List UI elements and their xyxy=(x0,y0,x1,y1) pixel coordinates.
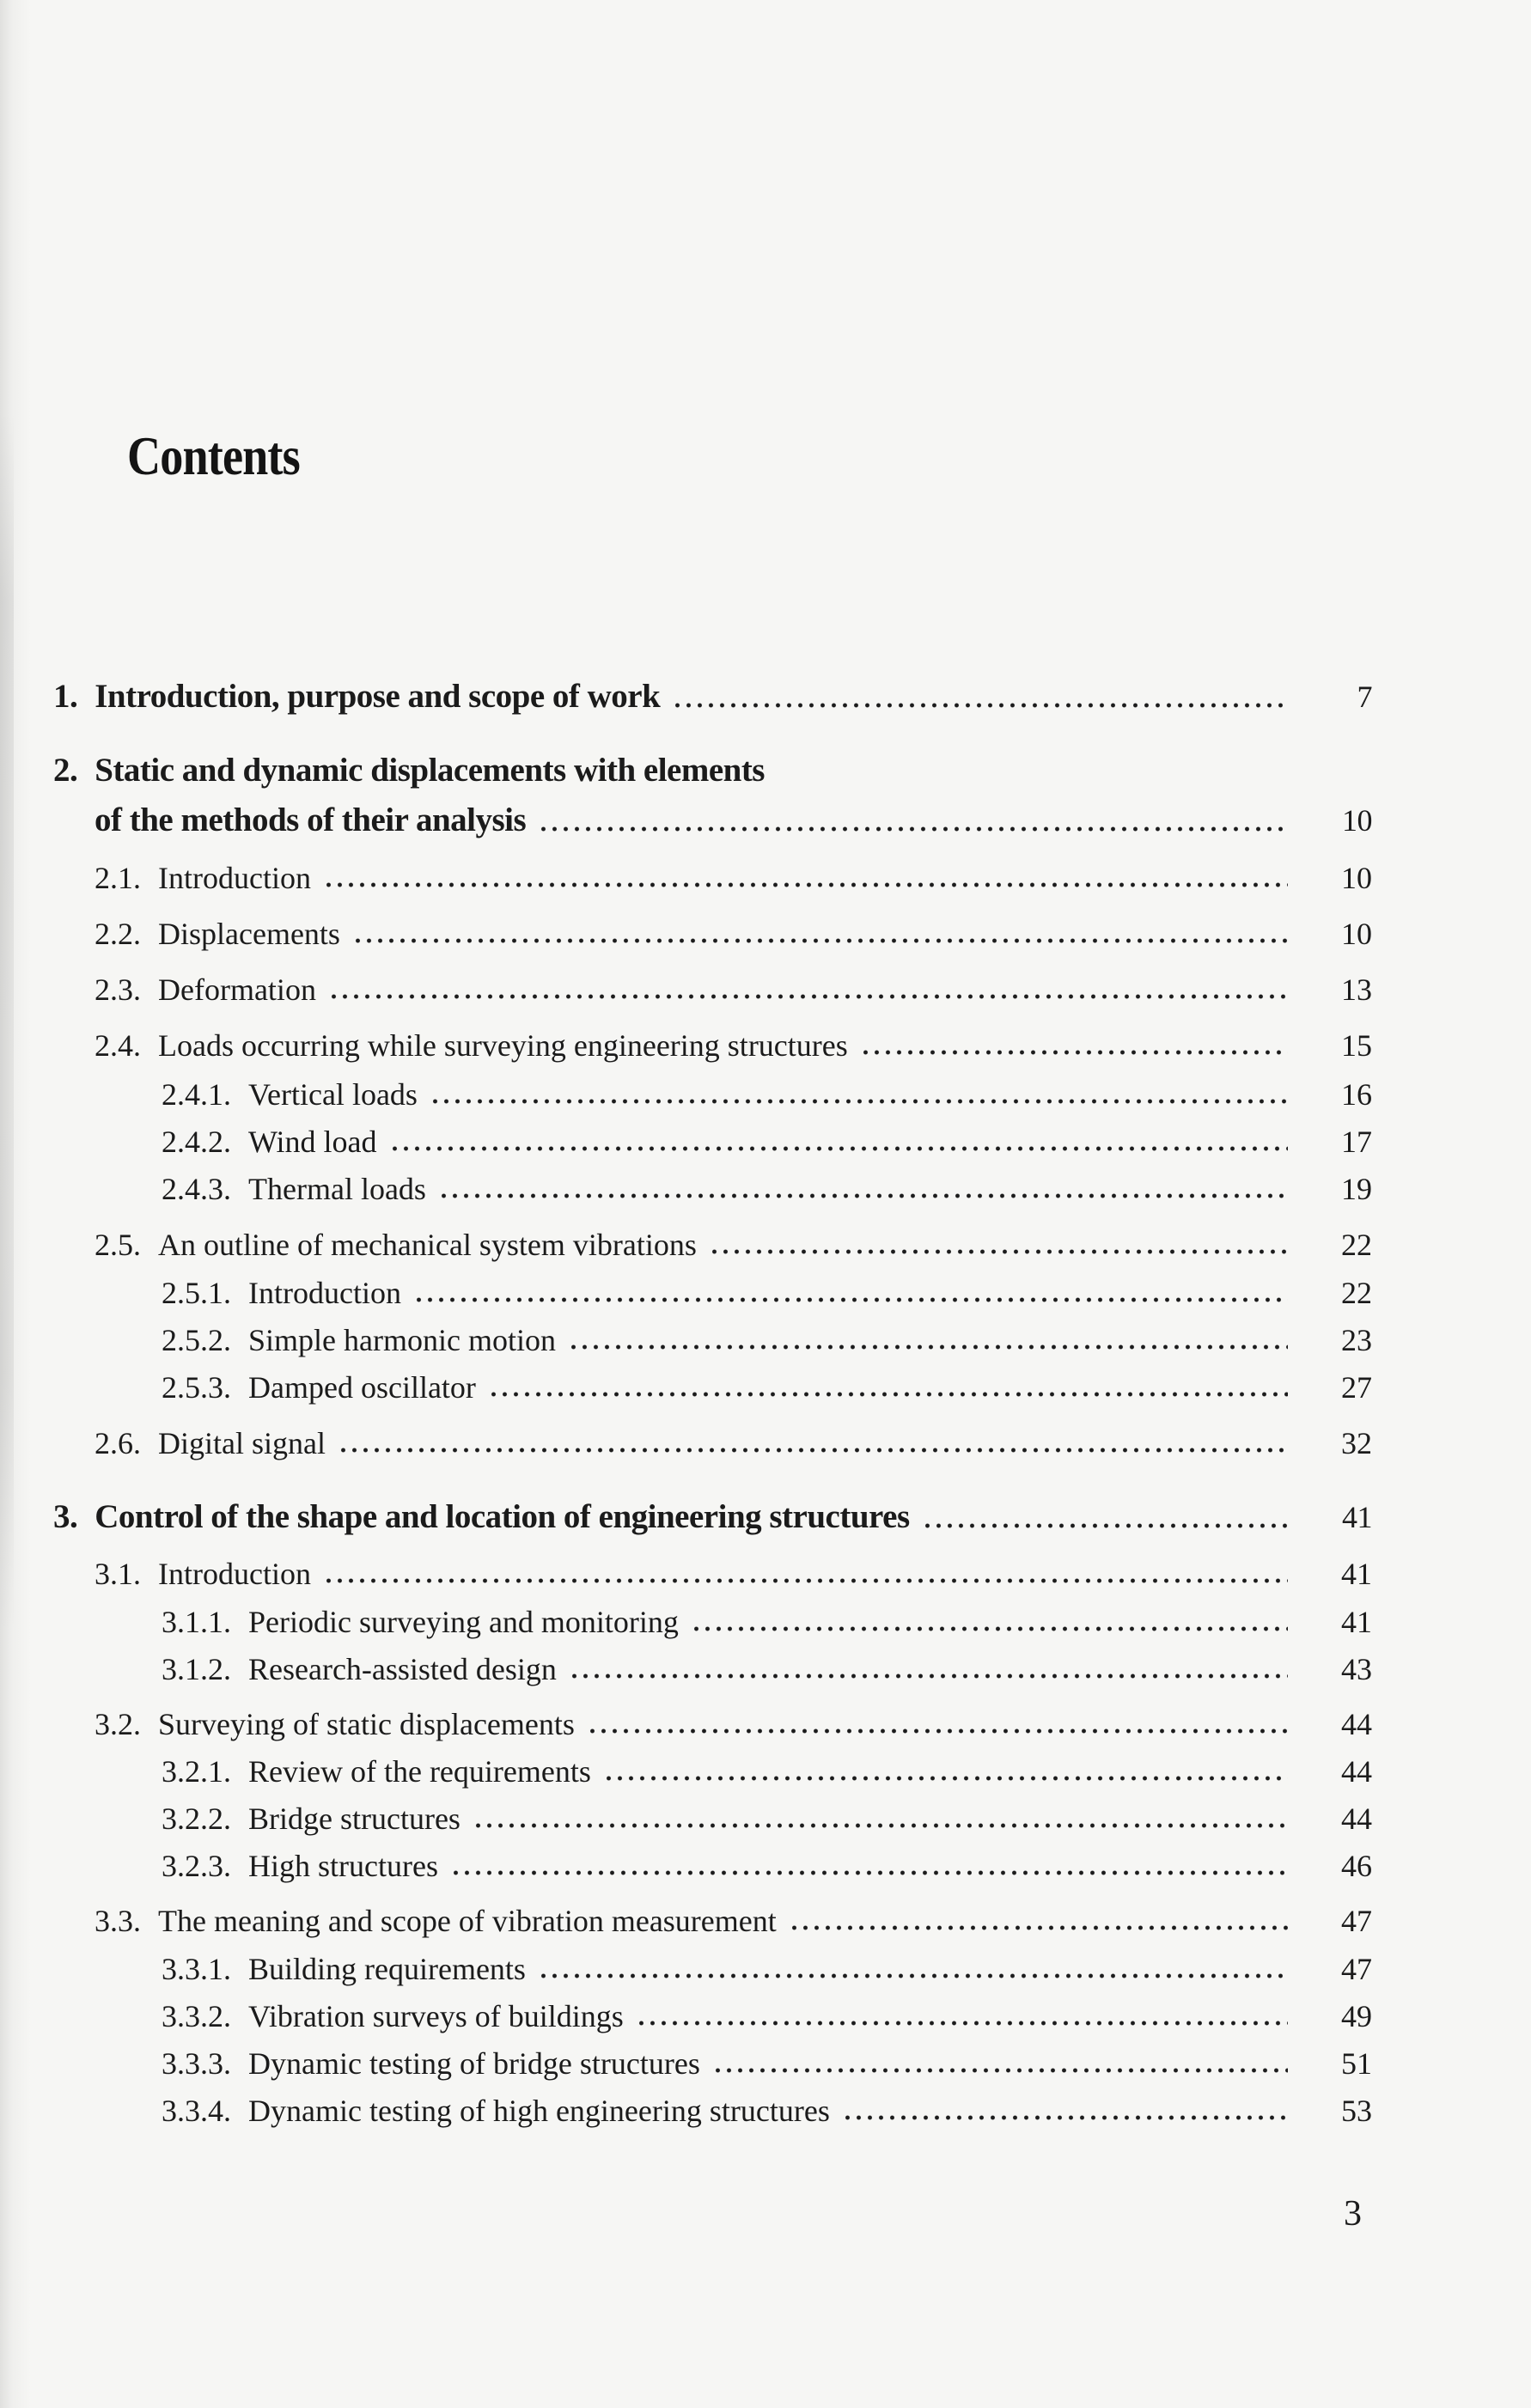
toc-entry-2-3 xyxy=(53,971,1372,1009)
dot-leader xyxy=(711,2045,1288,2082)
entry-page-number: 7 xyxy=(1357,680,1372,714)
entry-text xyxy=(162,1650,557,1688)
toc-entry-chapter-2-line2 xyxy=(53,800,1372,841)
dot-leader xyxy=(689,1603,1288,1641)
entry-number: 3.2.1. xyxy=(162,1754,231,1789)
entry-text xyxy=(53,1497,910,1538)
entry-title: Bridge structures xyxy=(248,1801,461,1836)
entry-page-number: 43 xyxy=(1341,1652,1372,1686)
entry-number: 3.1.2. xyxy=(162,1652,231,1686)
entry-page-number: 53 xyxy=(1341,2094,1372,2128)
entry-page-number: 41 xyxy=(1342,1500,1372,1534)
entry-page-number: 44 xyxy=(1341,1754,1372,1789)
entry-text xyxy=(162,1321,556,1359)
entry-title: Deformation xyxy=(158,972,316,1007)
entry-title: Introduction xyxy=(158,861,311,895)
entry-title: Surveying of static displacements xyxy=(158,1707,575,1741)
entry-title: Introduction xyxy=(248,1276,401,1310)
dot-leader xyxy=(321,1555,1288,1593)
toc-entry-3-2 xyxy=(53,1705,1372,1743)
toc-entry-3-2-1 xyxy=(53,1753,1372,1790)
entry-page-number: 44 xyxy=(1341,1707,1372,1741)
entry-number: 3.3.3. xyxy=(162,2046,231,2081)
entry-number: 2. xyxy=(53,752,78,789)
entry-number: 2.1. xyxy=(95,861,141,895)
entry-number: 3.3.2. xyxy=(162,1999,231,2033)
entry-number: 3. xyxy=(53,1498,78,1535)
dot-leader xyxy=(536,1950,1288,1988)
entry-number: 2.2. xyxy=(95,917,141,951)
entry-page-number: 41 xyxy=(1341,1605,1372,1639)
entry-title: Thermal loads xyxy=(248,1172,426,1206)
entry-page-number: 32 xyxy=(1341,1426,1372,1460)
entry-text xyxy=(162,1753,591,1790)
entry-page-number: 22 xyxy=(1341,1228,1372,1262)
entry-page-number: 47 xyxy=(1341,1952,1372,1986)
entry-page-number: 46 xyxy=(1341,1849,1372,1883)
entry-text xyxy=(95,1027,848,1064)
entry-page-number: 27 xyxy=(1341,1370,1372,1405)
page-title: Contents xyxy=(127,426,300,487)
entry-title: Introduction xyxy=(158,1557,311,1591)
entry-title: Simple harmonic motion xyxy=(248,1323,556,1357)
toc-entry-2-4-2 xyxy=(53,1123,1372,1161)
entry-number: 2.5.3. xyxy=(162,1370,231,1405)
dot-leader xyxy=(566,1321,1288,1359)
entry-number: 3.2.2. xyxy=(162,1801,231,1836)
entry-text xyxy=(162,1369,476,1406)
entry-page-number: 44 xyxy=(1341,1801,1372,1836)
entry-text xyxy=(162,1603,679,1641)
entry-page-number: 10 xyxy=(1341,917,1372,951)
toc-entry-2-6 xyxy=(53,1424,1372,1462)
dot-leader xyxy=(486,1369,1288,1406)
dot-leader xyxy=(634,1997,1288,2035)
toc-entry-3-1-1 xyxy=(53,1603,1372,1641)
dot-leader xyxy=(601,1753,1288,1790)
toc-entry-3-1-2 xyxy=(53,1650,1372,1688)
toc-entry-3-3 xyxy=(53,1902,1372,1940)
entry-text xyxy=(95,1424,326,1462)
toc-entry-chapter-3 xyxy=(53,1497,1372,1538)
toc-entry-2-4-3 xyxy=(53,1170,1372,1208)
entry-title: Dynamic testing of high engineering structures xyxy=(248,2094,830,2128)
dot-leader xyxy=(351,915,1288,953)
entry-title: Periodic surveying and monitoring xyxy=(248,1605,679,1639)
entry-title: Static and dynamic displacements with elements xyxy=(95,752,765,789)
entry-text xyxy=(53,750,765,791)
entry-text xyxy=(162,2045,700,2082)
entry-page-number: 16 xyxy=(1341,1077,1372,1112)
entry-text xyxy=(162,1800,461,1838)
entry-page-number: 13 xyxy=(1341,972,1372,1007)
entry-page-number: 10 xyxy=(1341,861,1372,895)
entry-title: High structures xyxy=(248,1849,438,1883)
entry-number: 2.3. xyxy=(95,972,141,1007)
toc-entry-2-5-1 xyxy=(53,1274,1372,1312)
dot-leader xyxy=(707,1226,1288,1264)
entry-text xyxy=(53,676,660,717)
dot-leader xyxy=(336,1424,1288,1462)
dot-leader xyxy=(436,1170,1288,1208)
entry-page-number: 15 xyxy=(1341,1028,1372,1063)
entry-number: 2.5.1. xyxy=(162,1276,231,1310)
entry-title: Damped oscillator xyxy=(248,1370,476,1405)
entry-title: The meaning and scope of vibration measurement xyxy=(158,1904,777,1938)
entry-title: Vibration surveys of buildings xyxy=(248,1999,624,2033)
entry-text xyxy=(162,1076,418,1113)
toc-entry-2-5 xyxy=(53,1226,1372,1264)
entry-number: 3.1. xyxy=(95,1557,141,1591)
entry-text xyxy=(95,859,311,897)
entry-title: Digital signal xyxy=(158,1426,326,1460)
entry-text xyxy=(95,1705,575,1743)
toc-entry-3-2-2 xyxy=(53,1800,1372,1838)
entry-number: 2.4.2. xyxy=(162,1125,231,1159)
toc-entry-3-3-1 xyxy=(53,1950,1372,1988)
dot-leader xyxy=(920,1497,1288,1538)
toc-entry-3-3-4 xyxy=(53,2092,1372,2130)
entry-text xyxy=(162,1950,526,1988)
toc-entry-chapter-2-line1 xyxy=(53,750,1372,791)
entry-text xyxy=(162,1170,426,1208)
scan-edge-streaks xyxy=(0,0,14,2408)
entry-number: 3.3. xyxy=(95,1904,141,1938)
dot-leader xyxy=(858,1027,1288,1064)
dot-leader xyxy=(387,1123,1288,1161)
entry-page-number: 10 xyxy=(1342,803,1372,838)
entry-title: Loads occurring while surveying engineering structures xyxy=(158,1028,848,1063)
entry-page-number: 17 xyxy=(1341,1125,1372,1159)
entry-text xyxy=(162,1997,624,2035)
entry-title: Displacements xyxy=(158,917,340,951)
entry-title: Vertical loads xyxy=(248,1077,418,1112)
entry-number: 2.5.2. xyxy=(162,1323,231,1357)
entry-number: 2.4.1. xyxy=(162,1077,231,1112)
entry-page-number: 41 xyxy=(1341,1557,1372,1591)
entry-text xyxy=(95,800,526,841)
entry-title: Introduction, purpose and scope of work xyxy=(95,678,661,715)
entry-number: 2.4. xyxy=(95,1028,141,1063)
dot-leader xyxy=(670,676,1288,717)
entry-number: 2.6. xyxy=(95,1426,141,1460)
entry-text xyxy=(162,1274,401,1312)
dot-leader xyxy=(321,859,1288,897)
entry-number: 3.2.3. xyxy=(162,1849,231,1883)
entry-text xyxy=(162,2092,830,2130)
entry-title: Wind load xyxy=(248,1125,377,1159)
entry-page-number: 19 xyxy=(1341,1172,1372,1206)
entry-page-number: 49 xyxy=(1341,1999,1372,2033)
entry-number: 3.3.4. xyxy=(162,2094,231,2128)
toc-entry-2-1 xyxy=(53,859,1372,897)
entry-page-number: 22 xyxy=(1341,1276,1372,1310)
entry-text xyxy=(95,1902,777,1940)
dot-leader xyxy=(412,1274,1288,1312)
dot-leader xyxy=(787,1902,1288,1940)
entry-number: 1. xyxy=(53,678,78,715)
table-of-contents xyxy=(53,676,1372,2130)
dot-leader xyxy=(840,2092,1288,2130)
entry-number: 2.4.3. xyxy=(162,1172,231,1206)
entry-title: Control of the shape and location of engineering structures xyxy=(95,1498,910,1535)
entry-number: 2.5. xyxy=(95,1228,141,1262)
entry-text xyxy=(162,1123,377,1161)
entry-number: 3.3.1. xyxy=(162,1952,231,1986)
toc-entry-3-3-2 xyxy=(53,1997,1372,2035)
entry-title: An outline of mechanical system vibrations xyxy=(158,1228,697,1262)
entry-title: Building requirements xyxy=(248,1952,526,1986)
entry-title: Review of the requirements xyxy=(248,1754,591,1789)
toc-entry-2-2 xyxy=(53,915,1372,953)
entry-text xyxy=(95,1226,697,1264)
toc-entry-2-5-2 xyxy=(53,1321,1372,1359)
toc-entry-chapter-1 xyxy=(53,676,1372,717)
toc-entry-2-4 xyxy=(53,1027,1372,1064)
dot-leader xyxy=(567,1650,1288,1688)
entry-title: Dynamic testing of bridge structures xyxy=(248,2046,700,2081)
toc-entry-3-1 xyxy=(53,1555,1372,1593)
toc-entry-2-4-1 xyxy=(53,1076,1372,1113)
entry-text xyxy=(95,1555,311,1593)
entry-number: 3.2. xyxy=(95,1707,141,1741)
entry-title: of the methods of their analysis xyxy=(95,802,527,838)
toc-entry-3-2-3 xyxy=(53,1847,1372,1885)
toc-entry-2-5-3 xyxy=(53,1369,1372,1406)
dot-leader xyxy=(448,1847,1288,1885)
entry-page-number: 51 xyxy=(1341,2046,1372,2081)
dot-leader xyxy=(536,800,1288,841)
dot-leader xyxy=(471,1800,1288,1838)
entry-number: 3.1.1. xyxy=(162,1605,231,1639)
entry-text xyxy=(162,1847,438,1885)
entry-text xyxy=(95,971,316,1009)
entry-page-number: 47 xyxy=(1341,1904,1372,1938)
folio-page-number: 3 xyxy=(1344,2194,1362,2234)
dot-leader xyxy=(428,1076,1288,1113)
dot-leader xyxy=(326,971,1288,1009)
entry-page-number: 23 xyxy=(1341,1323,1372,1357)
toc-entry-3-3-3 xyxy=(53,2045,1372,2082)
entry-title: Research-assisted design xyxy=(248,1652,557,1686)
entry-text xyxy=(95,915,340,953)
dot-leader xyxy=(585,1705,1288,1743)
